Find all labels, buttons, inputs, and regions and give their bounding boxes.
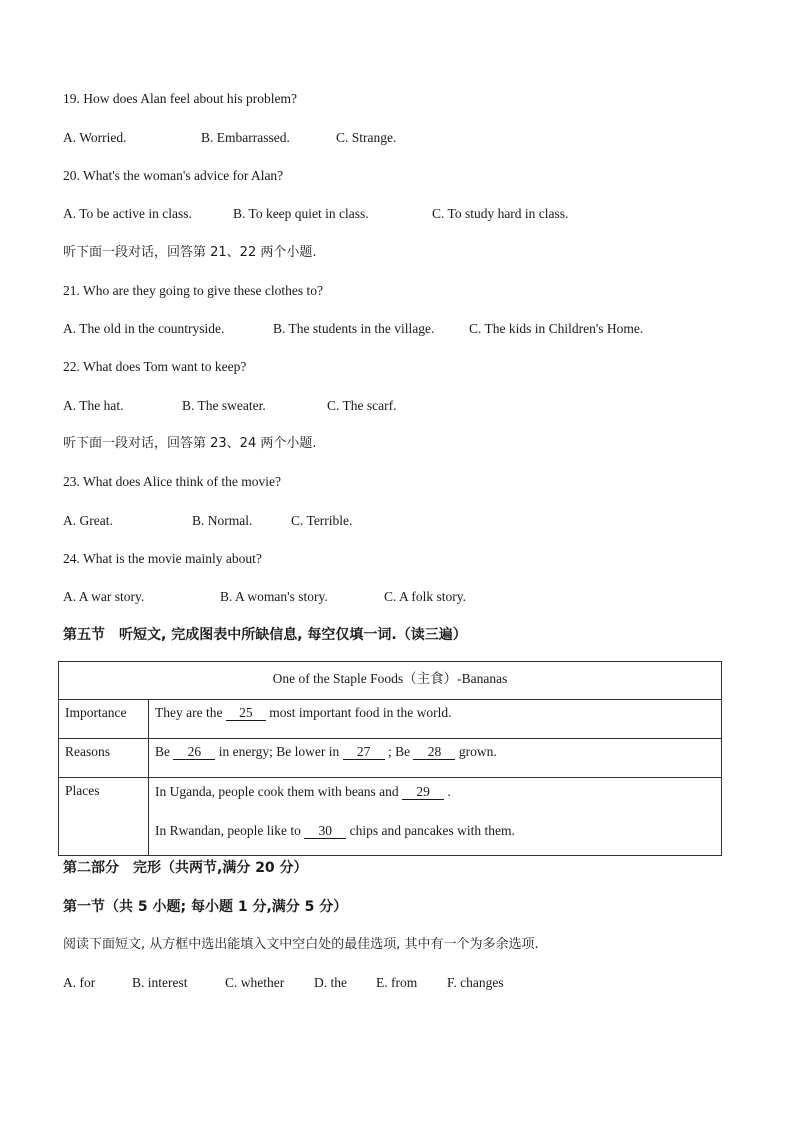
table-title: One of the Staple Foods（主食）-Bananas	[59, 662, 722, 700]
blank-30: 30	[304, 823, 346, 839]
importance-content: They are the 25 most important food in the world.	[149, 700, 722, 739]
importance-label: Importance	[59, 700, 149, 739]
places-label: Places	[59, 778, 149, 856]
reasons-label: Reasons	[59, 739, 149, 778]
word-option-b: B. interest	[132, 975, 188, 990]
blank-25: 25	[226, 705, 266, 721]
blank-26: 26	[173, 744, 215, 760]
option-21-b: B. The students in the village.	[273, 321, 435, 336]
word-option-a: A. for	[63, 975, 96, 990]
word-option-f: F. changes	[447, 975, 504, 990]
word-option-c: C. whether	[225, 975, 285, 990]
table-row-reasons	[59, 739, 722, 778]
word-option-e: E. from	[376, 975, 418, 990]
uganda-line: In Uganda, people cook them with beans and 29 .	[155, 784, 451, 799]
option-24-a: A. A war story.	[63, 589, 145, 604]
places-content	[149, 778, 722, 856]
instruction-21-22: 听下面一段对话，回答第 21、22 两个小题.	[63, 245, 317, 260]
section5-heading: 第五节 听短文, 完成图表中所缺信息, 每空仅填一词.（读三遍）	[63, 627, 467, 643]
option-19-c: C. Strange.	[336, 130, 397, 145]
option-22-c: C. The scarf.	[327, 398, 397, 413]
staple-foods-table	[58, 661, 722, 856]
option-20-b: B. To keep quiet in class.	[233, 206, 369, 221]
table-row-places	[59, 778, 722, 856]
option-24-b: B. A woman's story.	[220, 589, 328, 604]
option-22-a: A. The hat.	[63, 398, 124, 413]
option-21-c: C. The kids in Children's Home.	[469, 321, 644, 336]
reasons-content: Be 26 in energy; Be lower in 27 ; Be 28 grown.	[149, 739, 722, 778]
question-24-stem: 24. What is the movie mainly about?	[63, 551, 262, 566]
blank-29: 29	[402, 784, 444, 800]
section1-heading: 第一节（共 5 小题; 每小题 1 分,满分 5 分）	[63, 899, 348, 915]
question-20-stem: 20. What's the woman's advice for Alan?	[63, 168, 284, 183]
option-24-c: C. A folk story.	[384, 589, 467, 604]
part2-heading: 第二部分 完形（共两节,满分 20 分）	[63, 860, 308, 876]
blank-27: 27	[343, 744, 385, 760]
question-21-stem: 21. Who are they going to give these clothes to?	[63, 283, 323, 298]
option-19-a: A. Worried.	[63, 130, 127, 145]
blank-28: 28	[413, 744, 455, 760]
word-option-d: D. the	[314, 975, 347, 990]
option-19-b: B. Embarrassed.	[201, 130, 290, 145]
question-22-stem: 22. What does Tom want to keep?	[63, 359, 247, 374]
option-23-a: A. Great.	[63, 513, 113, 528]
option-23-b: B. Normal.	[192, 513, 253, 528]
question-19-stem: 19. How does Alan feel about his problem?	[63, 91, 297, 106]
table-row-importance	[59, 700, 722, 739]
option-20-c: C. To study hard in class.	[432, 206, 569, 221]
question-23-stem: 23. What does Alice think of the movie?	[63, 474, 281, 489]
instruction-23-24: 听下面一段对话，回答第 23、24 两个小题.	[63, 436, 317, 451]
option-22-b: B. The sweater.	[182, 398, 266, 413]
option-20-a: A. To be active in class.	[63, 206, 192, 221]
part2-instruction: 阅读下面短文, 从方框中选出能填入文中空白处的最佳选项, 其中有一个为多余选项.	[63, 937, 539, 952]
rwandan-line: In Rwandan, people like to 30 chips and pancakes with them.	[155, 823, 515, 838]
option-21-a: A. The old in the countryside.	[63, 321, 225, 336]
option-23-c: C. Terrible.	[291, 513, 353, 528]
